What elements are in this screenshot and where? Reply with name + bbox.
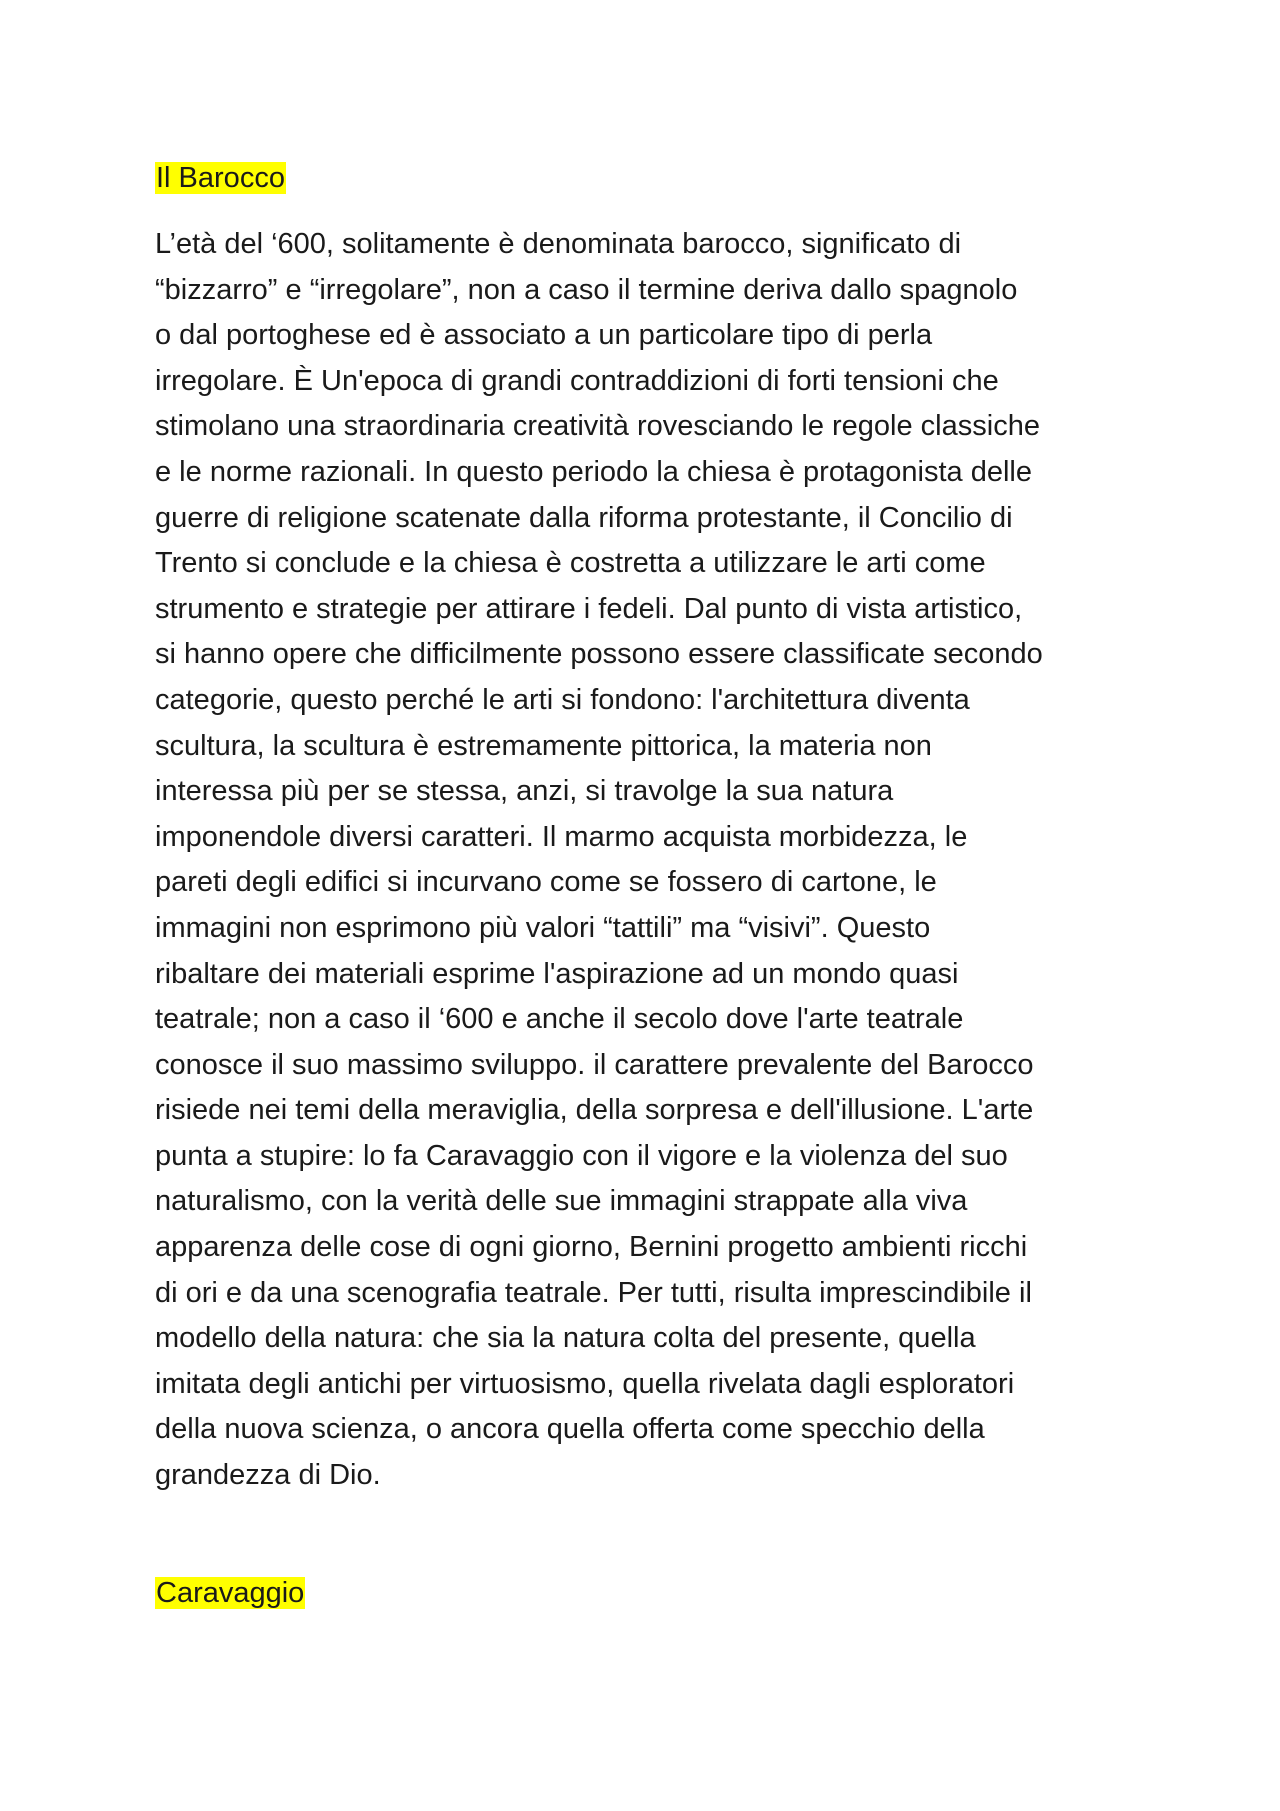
text-line: modello della natura: che sia la natura colta del presente, quella: [155, 1322, 976, 1355]
section-heading-barocco: [155, 160, 286, 196]
text-line: imitata degli antichi per virtuosismo, quella rivelata dagli esploratori: [155, 1367, 1015, 1400]
text-line: guerre di religione scatenate dalla riforma protestante, il Concilio di: [155, 501, 1013, 534]
text-line: immagini non esprimono più valori “tattili” ma “visivi”. Questo: [155, 911, 931, 944]
text-line: teatrale; non a caso il ‘600 e anche il secolo dove l'arte teatrale: [155, 1003, 964, 1036]
text-line: e le norme razionali. In questo periodo la chiesa è protagonista delle: [155, 455, 1032, 488]
text-line: di ori e da una scenografia teatrale. Per tutti, risulta imprescindibile il: [155, 1276, 1032, 1309]
text-line: interessa più per se stessa, anzi, si travolge la sua natura: [155, 775, 894, 808]
text-line: apparenza delle cose di ogni giorno, Bernini progetto ambienti ricchi: [155, 1231, 1028, 1264]
text-line: o dal portoghese ed è associato a un particolare tipo di perla: [155, 319, 933, 352]
text-line: Trento si conclude e la chiesa è costretta a utilizzare le arti come: [155, 547, 986, 580]
text-line: punta a stupire: lo fa Caravaggio con il vigore e la violenza del suo: [155, 1139, 1008, 1172]
text-line: strumento e strategie per attirare i fedeli. Dal punto di vista artistico,: [155, 592, 1023, 625]
text-line: irregolare. È Un'epoca di grandi contraddizioni di forti tensioni che: [155, 364, 999, 397]
text-line: grandezza di Dio.: [155, 1459, 381, 1492]
text-line: risiede nei temi della meraviglia, della sorpresa e dell'illusione. L'arte: [155, 1094, 1034, 1127]
text-line: scultura, la scultura è estremamente pittorica, la materia non: [155, 729, 932, 762]
section-heading-caravaggio: [155, 1575, 305, 1611]
text-line: “bizzarro” e “irregolare”, non a caso il termine deriva dallo spagnolo: [155, 273, 1018, 306]
heading-highlight: Il Barocco: [156, 162, 285, 194]
text-line: imponendole diversi caratteri. Il marmo acquista morbidezza, le: [155, 820, 968, 853]
text-line: ribaltare dei materiali esprime l'aspirazione ad un mondo quasi: [155, 957, 959, 990]
text-line: della nuova scienza, o ancora quella offerta come specchio della: [155, 1413, 985, 1446]
text-line: si hanno opere che difficilmente possono essere classificate secondo: [155, 638, 1043, 671]
section-body-barocco: [155, 222, 1135, 1499]
text-line: conosce il suo massimo sviluppo. il carattere prevalente del Barocco: [155, 1048, 1034, 1081]
text-line: naturalismo, con la verità delle sue immagini strappate alla viva: [155, 1185, 968, 1218]
text-line: pareti degli edifici si incurvano come se fossero di cartone, le: [155, 866, 937, 899]
text-line: L’età del ‘600, solitamente è denominata barocco, significato di: [155, 228, 962, 260]
heading-highlight: Caravaggio: [156, 1577, 305, 1609]
text-line: categorie, questo perché le arti si fondono: l'architettura diventa: [155, 683, 970, 716]
text-line: stimolano una straordinaria creatività rovesciando le regole classiche: [155, 410, 1040, 443]
